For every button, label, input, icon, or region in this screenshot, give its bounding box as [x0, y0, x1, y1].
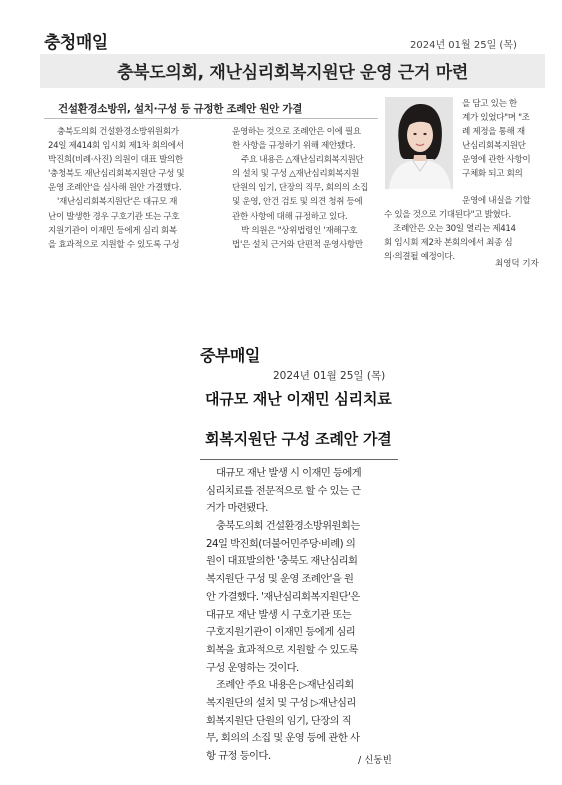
byline: / 신동빈: [358, 755, 392, 766]
publication-date: 2024년 01월 25일 (목): [410, 40, 517, 51]
text-line: 충북도의회 건설환경소방위원회는: [216, 520, 360, 533]
text-line: 24일 박진희(더불어민주당·비례) 의: [206, 537, 356, 550]
text-line: 거가 마련됐다.: [206, 502, 268, 515]
text-line: 원이 대표발의한 '충북도 재난심리회: [206, 555, 358, 568]
text-line: 단원의 임기, 단장의 직무, 회의의 소집: [232, 183, 368, 194]
text-line: 대규모 재난 발생 시 구호기관 또는: [206, 608, 352, 621]
text-line: 대규모 재난 발생 시 이재민 등에게: [216, 467, 362, 479]
text-line: 을 효과적으로 지원할 수 있도록 구성: [48, 239, 180, 250]
text-line: 박 의원은 "상위법령인 '재해구호: [241, 225, 358, 236]
text-line: 례 제정을 통해 재: [462, 127, 525, 138]
text-line: 회복지원단 단원의 임기, 단장의 직: [206, 714, 352, 727]
text-line: 복지원단의 설치 및 구성 ▷재난심리: [206, 696, 356, 709]
subheadline-divider: [44, 118, 378, 119]
publication-logo: 중부매일: [200, 346, 260, 365]
text-line: 회복을 효과적으로 지원할 수 있도록: [206, 643, 358, 656]
lawmaker-photo: [385, 97, 453, 189]
text-line: 구성 운영하는 것이다.: [206, 661, 299, 674]
text-line: 주요 내용은 △재난심리회복지원단: [241, 155, 364, 166]
text-line: 법'은 설치 근거와 단편적 운영사항만: [232, 239, 363, 250]
article-column-1: [48, 125, 184, 252]
headline-line-2: 회복지원단 구성 조례안 가결: [205, 430, 392, 448]
text-line: 을 담고 있는 한: [462, 99, 517, 109]
subheadline: 건설환경소방위, 설치·구성 등 규정한 조례안 원안 가결: [58, 103, 303, 115]
text-line: 구호지원기관이 이재민 등에게 심리: [206, 626, 356, 639]
text-line: 박진희(비례·사진) 의원이 대표 발의한: [48, 155, 183, 166]
text-line: 난이 발생한 경우 구호기관 또는 구호: [48, 211, 180, 222]
text-line: 계가 있었다"며 "조: [462, 113, 530, 124]
text-line: 항 규정 등이다.: [206, 750, 271, 762]
text-line: 안 가결했다. '재난심리회복지원단'은: [206, 590, 360, 603]
text-line: 24일 제414회 임시회 제1차 회의에서: [48, 141, 184, 152]
text-line: '재난심리회복지원단'은 대규모 재: [57, 197, 178, 208]
text-line: 한 사항을 규정하기 위해 제안됐다.: [232, 141, 356, 152]
text-line: 지원기관이 이재민 등에게 심리 회복: [48, 225, 177, 236]
text-line: 운영 조례안'을 심사해 원안 가결했다.: [48, 183, 182, 194]
text-line: 회 임시회 제2차 본회의에서 최종 심: [384, 238, 513, 249]
byline: 최영덕 기자: [495, 259, 539, 269]
article-column-3-bottom: [384, 194, 530, 264]
headline-line-1: 대규모 재난 이재민 심리치료: [205, 390, 392, 408]
text-line: 조례안은 오는 30일 열리는 제414: [393, 224, 516, 235]
article-body: [206, 465, 361, 766]
text-line: 운영에 관한 사항이: [462, 155, 531, 166]
text-line: 운영하는 것으로 조례안은 이에 필요: [232, 127, 361, 137]
text-line: '충청북도 재난심리회복지원단 구성 및: [48, 169, 185, 180]
text-line: 수 있을 것으로 기대된다"고 밝혔다.: [384, 210, 511, 221]
text-line: 조례안 주요 내용은 ▷재난심리회: [216, 679, 354, 692]
text-line: 충북도의회 건설환경소방위원회가: [57, 127, 179, 137]
text-line: 관한 사항에 대해 규정하고 있다.: [232, 211, 348, 222]
publication-date: 2024년 01월 25일 (목): [273, 370, 386, 382]
text-line: 및 운영, 안건 검토 및 의견 청취 등에: [232, 197, 363, 208]
article-column-3-top: [462, 97, 530, 182]
text-line: 복지원단 구성 및 운영 조례안'을 원: [206, 573, 354, 586]
text-line: 의·의결될 예정이다.: [384, 252, 455, 263]
text-line: 심리치료를 전문적으로 할 수 있는 근: [206, 484, 361, 497]
text-line: 난심리회복지원단: [462, 141, 526, 152]
text-line: 구체화 되고 회의: [462, 169, 523, 180]
text-line: 무, 회의의 소집 및 운영 등에 관한 사: [206, 732, 360, 745]
text-line: 운영에 내실을 기할: [462, 196, 531, 206]
headline: 충북도의회, 재난심리회복지원단 운영 근거 마련: [116, 63, 469, 83]
publication-logo: 충청매일: [44, 33, 108, 53]
article-column-2: [232, 125, 368, 252]
headline-divider: [200, 459, 398, 460]
portrait-image: [385, 97, 453, 189]
text-line: 의 설치 및 구성 △재난심리회복지원: [232, 169, 360, 180]
